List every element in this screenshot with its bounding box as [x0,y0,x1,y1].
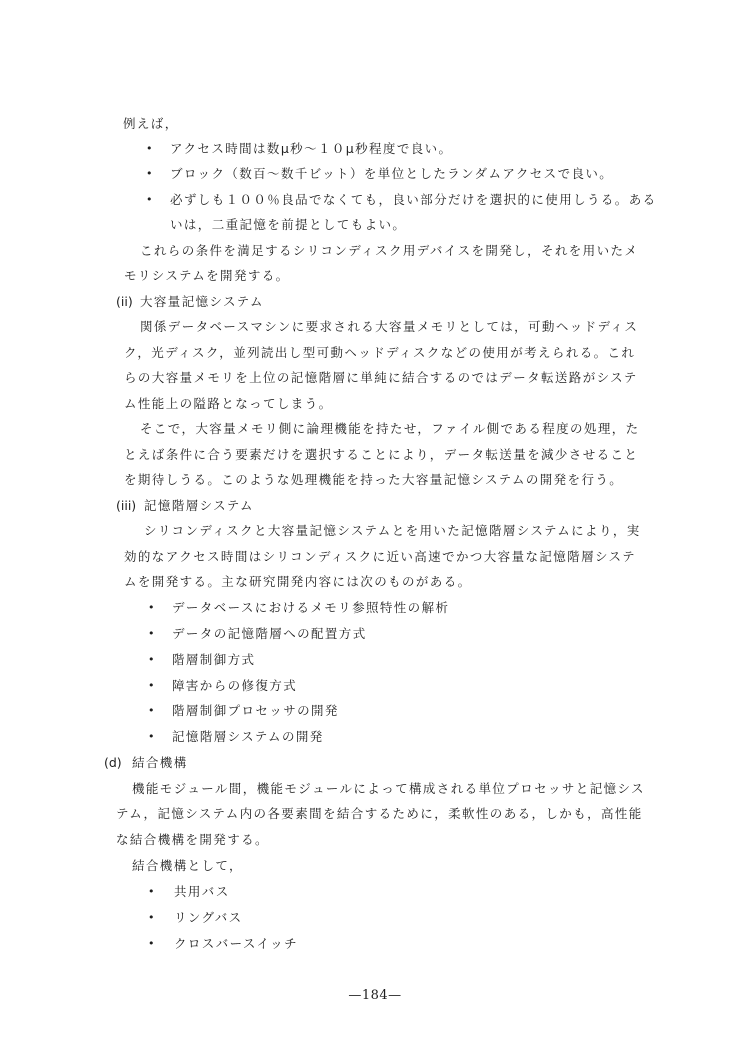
paragraph-line: 効的なアクセス時間はシリコンディスクに近い高速でかつ大容量な記憶階層システ [124,549,637,564]
section-heading: 大容量記憶システム [140,294,264,309]
bullet-dot: • [148,653,155,666]
list-item: クロスバースイッチ [174,936,298,951]
list-item: 共用バス [174,884,230,899]
list-item: 記憶階層システムの開発 [172,729,324,744]
paragraph-line: 機能モジュール間，機能モジュールによって構成される単位プロセッサと記憶シス [132,781,645,796]
bullet-dot: • [148,730,155,743]
bullet-dot: • [148,885,155,898]
section-number: (iii) [116,498,137,513]
list-item: 階層制御方式 [172,652,256,667]
bullet-dot: • [146,167,153,180]
page-number: —184— [348,988,402,1003]
list-item: リングバス [174,910,243,925]
bullet-dot: • [148,601,155,614]
section-heading: 結合機構 [132,755,188,770]
bullet-dot: • [148,627,155,640]
bullet-dot: • [146,193,153,206]
paragraph-line: ムを開発する。主な研究開発内容には次のものがある。 [124,574,472,589]
paragraph-line: ク，光ディスク，並列読出し型可動ヘッドディスクなどの使用が考えられる。これ [124,345,636,360]
section-number: (d) [104,755,122,770]
bullet-dot: • [148,704,155,717]
paragraph-line: モリシステムを開発する。 [124,268,290,283]
paragraph-line: 結合機構として， [132,858,243,873]
paragraph-line: な結合機構を開発する。 [116,832,269,847]
intro-text: 例えば， [123,116,179,131]
list-item: 必ずしも１００％良品でなくても，良い部分だけを選択的に使用しうる。ある [170,192,657,207]
paragraph-line: とえば条件に合う要素だけを選択することにより，データ転送量を減少させること [124,447,639,462]
paragraph-line: テム，記憶システム内の各要素間を結合するために，柔軟性のある，しかも，高性能 [116,806,643,821]
section-number: (ii) [116,294,133,309]
paragraph-line: らの大容量メモリを上位の記憶階層に単純に結合するのではデータ転送路がシステ [124,370,638,385]
paragraph-line: を期待しうる。このような処理機能を持った大容量記憶システムの開発を行う。 [124,472,624,487]
bullet-dot: • [148,679,155,692]
bullet-dot: • [148,937,155,950]
list-item-continuation: いは，二重記憶を前提としてもよい。 [170,217,407,232]
paragraph-line: シリコンディスクと大容量記憶システムとを用いた記憶階層システムにより，実 [144,523,641,538]
paragraph-line: これらの条件を満足するシリコンディスク用デバイスを開発し，それを用いたメ [140,243,639,258]
list-item: ブロック（数百～数千ビット）を単位としたランダムアクセスで良い。 [170,166,614,181]
list-item: 階層制御プロセッサの開発 [172,703,339,718]
section-heading: 記憶階層システム [144,498,254,513]
bullet-dot: • [146,142,153,155]
paragraph-line: そこで，大容量メモリ側に論理機能を持たせ，ファイル側である程度の処理，た [140,421,640,436]
list-item: アクセス時間は数μ秒～１０μ秒程度で良い。 [170,141,453,156]
list-item: 障害からの修復方式 [172,678,298,693]
bullet-dot: • [148,911,155,924]
paragraph-line: ム性能上の隘路となってしまう。 [124,396,333,411]
list-item: データベースにおけるメモリ参照特性の解析 [172,600,450,615]
paragraph-line: 関係データベースマシンに要求される大容量メモリとしては，可動ヘッドディス [140,319,639,334]
list-item: データの記憶階層への配置方式 [172,626,367,641]
